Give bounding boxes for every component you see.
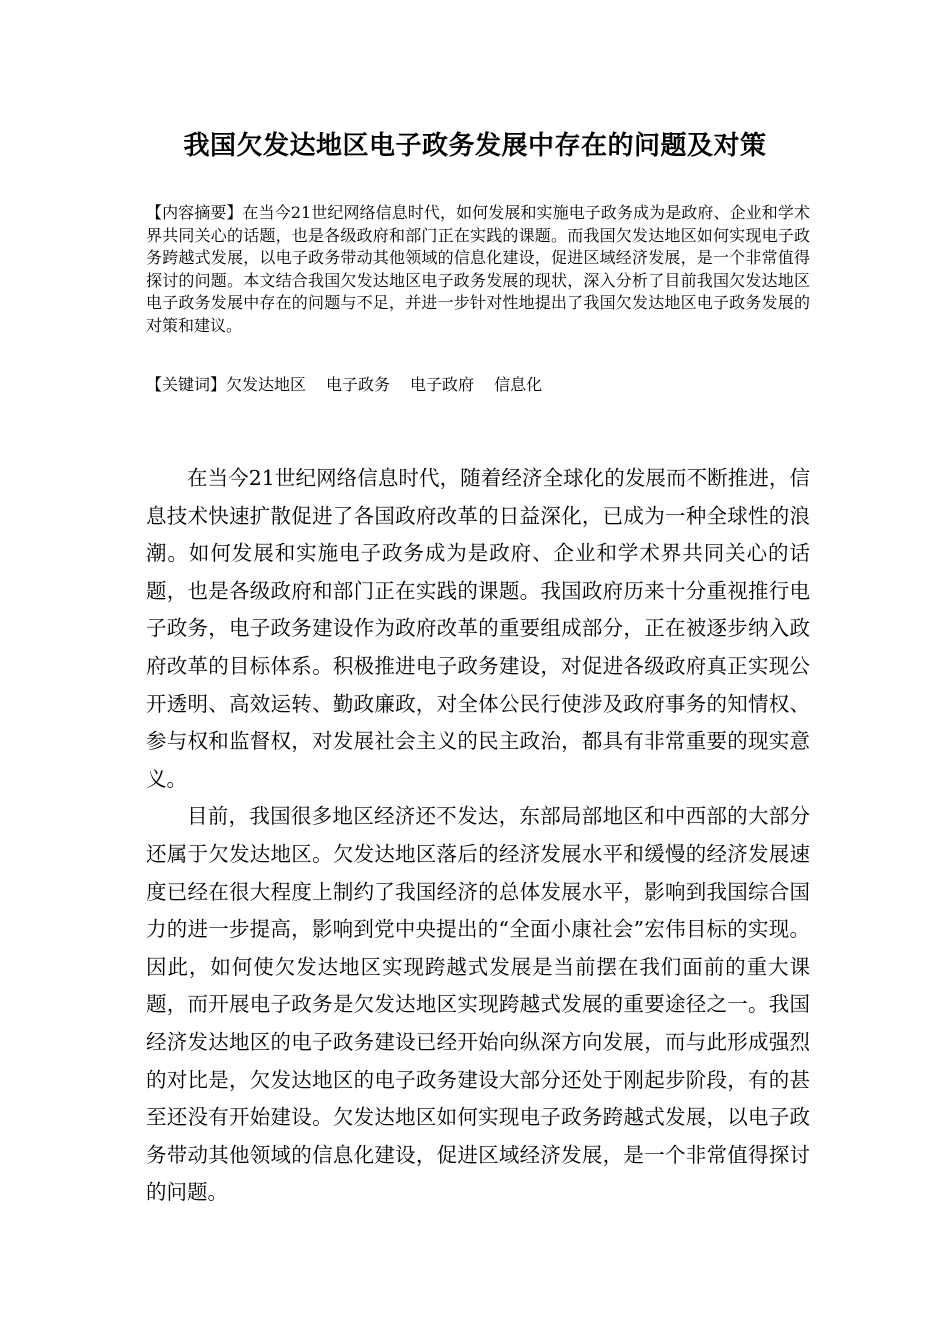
abstract-text: 在当今21世纪网络信息时代，如何发展和实施电子政务成为是政府、企业和学术界共同关心的话题，也是各级政府和部门正在实践的课题。而我国欠发达地区如何实现电子政务跨越式发展，以电子政务带动其他领域的信息化建设，促进区域经济发展，是一个非常值得探讨的问题。本文结合我国欠发达地区电子政务发展的现状，深入分析了目前我国欠发达地区电子政务发展中存在的问题与不足，并进一步针对性地提出了我国欠发达地区电子政务发展的对策和建议。: [146, 203, 810, 335]
body-paragraph: 在当今21世纪网络信息时代，随着经济全球化的发展而不断推进，信息技术快速扩散促进了各国政府改革的日益深化，已成为一种全球性的浪潮。如何发展和实施电子政务成为是政府、企业和学术界共同关心的话题，也是各级政府和部门正在实践的课题。我国政府历来十分重视推行电子政务，电子政务建设作为政府改革的重要组成部分，正在被逐步纳入政府改革的目标体系。积极推进电子政务建设，对促进各级政府真正实现公开透明、高效运转、勤政廉政，对全体公民行使涉及政府事务的知情权、参与权和监督权，对发展社会主义的民主政治，都具有非常重要的现实意义。: [146, 466, 810, 791]
keywords-label: 【关键词】: [146, 375, 227, 394]
keywords: [146, 374, 810, 397]
keyword-item: 电子政府: [410, 375, 475, 394]
keyword-item: 信息化: [494, 375, 543, 394]
keyword-item: 电子政务: [326, 375, 391, 394]
abstract-label: 【内容摘要】: [146, 203, 243, 222]
document-title: 我国欠发达地区电子政务发展中存在的问题及对策: [183, 131, 767, 161]
abstract: [146, 202, 810, 337]
keyword-item: 欠发达地区: [226, 375, 307, 394]
body-paragraph: 目前，我国很多地区经济还不发达，东部局部地区和中西部的大部分还属于欠发达地区。欠发达地区落后的经济发展水平和缓慢的经济发展速度已经在很大程度上制约了我国经济的总体发展水平，影响到我国综合国力的进一步提高，影响到党中央提出的“全面小康社会”宏伟目标的实现。因此，如何使欠发达地区实现跨越式发展是当前摆在我们面前的重大课题，而开展电子政务是欠发达地区实现跨越式发展的重要途径之一。我国经济发达地区的电子政务建设已经开始向纵深方向发展，而与此形成强烈的对比是，欠发达地区的电子政务建设大部分还处于刚起步阶段，有的甚至还没有开始建设。欠发达地区如何实现电子政务跨越式发展，以电子政务带动其他领域的信息化建设，促进区域经济发展，是一个非常值得探讨的问题。: [146, 804, 810, 1205]
document-body: [146, 460, 810, 1212]
